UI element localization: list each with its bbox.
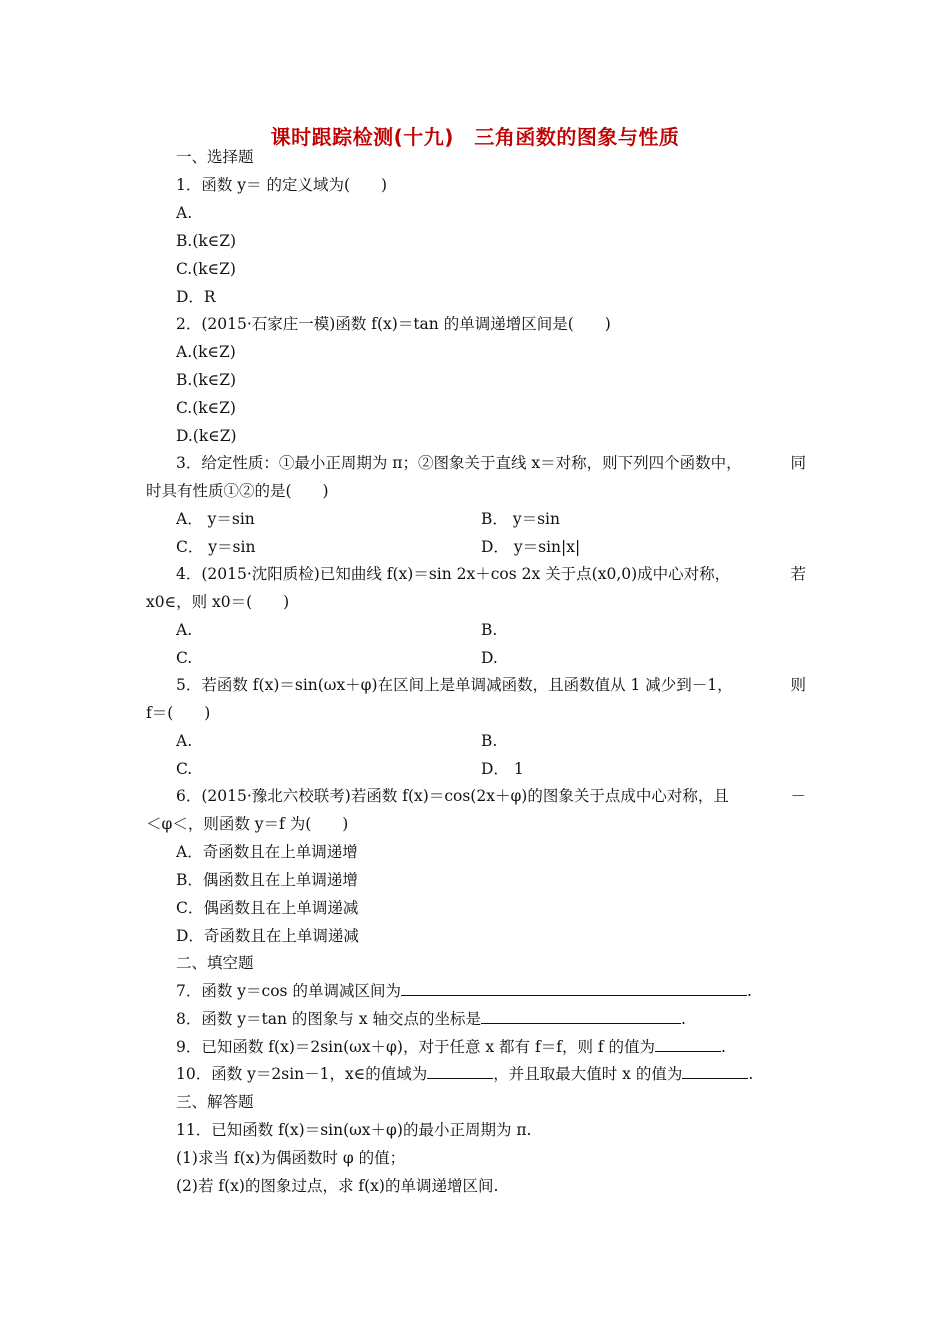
page-title: 课时跟踪检测(十九) 三角函数的图象与性质 xyxy=(270,125,680,149)
question-6-stem-text: 6．(2015·豫北六校联考)若函数 f(x)＝cos(2x＋φ)的图象关于点成中心对称，且 xyxy=(176,787,729,805)
question-6-option-b: B．偶函数且在上单调递增 xyxy=(176,871,358,889)
question-8-text: 8．函数 y＝tan 的图象与 x 轴交点的坐标是 xyxy=(176,1010,482,1028)
answer-blank xyxy=(427,1064,493,1079)
question-7-text: 7．函数 y＝cos 的单调减区间为 xyxy=(176,982,401,1000)
section-heading: 一、选择题 xyxy=(176,148,254,166)
question-1-option-a: A. xyxy=(176,204,193,222)
question-7-end: . xyxy=(746,982,752,1000)
question-3-option-d: D． y＝sin|x| xyxy=(481,538,581,556)
question-10-text: 10．函数 y＝2sin－1，x∈的值域为 xyxy=(176,1065,428,1083)
question-3-stem-line2: 时具有性质①②的是( ) xyxy=(146,482,329,500)
question-6-stem-end: － xyxy=(790,787,806,805)
section-heading: 二、填空题 xyxy=(176,954,254,972)
question-2-option-b: B.(k∈Z) xyxy=(176,371,237,389)
question-3-option-c: C． y＝sin xyxy=(176,538,256,556)
question-4-stem-end: 若 xyxy=(790,565,806,583)
question-4-option-b: B. xyxy=(481,621,498,639)
question-1-option-b: B.(k∈Z) xyxy=(176,232,237,250)
question-5-stem-end: 则 xyxy=(790,676,806,694)
question-6-stem-line2: ＜φ＜，则函数 y＝f 为( ) xyxy=(146,815,349,833)
section-heading: 三、解答题 xyxy=(176,1093,254,1111)
question-11-part-2: (2)若 f(x)的图象过点，求 f(x)的单调递增区间. xyxy=(176,1177,499,1195)
answer-blank xyxy=(682,1064,748,1079)
question-9-end: . xyxy=(721,1038,726,1056)
question-10-end: . xyxy=(748,1065,754,1083)
question-2-option-c: C.(k∈Z) xyxy=(176,399,236,417)
question-3-option-b: B． y＝sin xyxy=(481,510,560,528)
question-3-stem-line1 xyxy=(146,453,806,473)
question-1-option-d: D．R xyxy=(176,288,216,306)
question-5-stem-line2: f＝( ) xyxy=(146,704,211,722)
question-4-stem-text: 4．(2015·沈阳质检)已知曲线 f(x)＝sin 2x＋cos 2x 关于点(x0,0)成中心对称， xyxy=(176,565,731,583)
question-10-text-2: ，并且取最大值时 x 的值为 xyxy=(493,1065,683,1083)
question-5-option-b: B. xyxy=(481,732,498,750)
question-2-option-a: A.(k∈Z) xyxy=(176,343,236,361)
question-8 xyxy=(176,1009,686,1029)
question-1-option-c: C.(k∈Z) xyxy=(176,260,236,278)
question-10 xyxy=(176,1064,753,1084)
question-5-option-a: A. xyxy=(176,732,193,750)
question-4-option-a: A. xyxy=(176,621,193,639)
question-11-part-1: (1)求当 f(x)为偶函数时 φ 的值； xyxy=(176,1149,406,1167)
question-6-option-c: C．偶函数且在上单调递减 xyxy=(176,899,359,917)
question-5-option-c: C. xyxy=(176,760,193,778)
question-5-stem-text: 5．若函数 f(x)＝sin(ωx＋φ)在区间上是单调减函数，且函数值从 1 减少到－1， xyxy=(176,676,733,694)
answer-blank xyxy=(655,1037,721,1052)
question-6-option-a: A．奇函数且在上单调递增 xyxy=(176,843,358,861)
question-11-stem: 11．已知函数 f(x)＝sin(ωx＋φ)的最小正周期为 π. xyxy=(176,1121,532,1139)
question-2-option-d: D.(k∈Z) xyxy=(176,427,237,445)
answer-blank xyxy=(401,981,747,996)
question-3-option-a: A． y＝sin xyxy=(176,510,255,528)
question-5-stem-line1 xyxy=(146,675,806,695)
question-1-stem: 1．函数 y＝ 的定义域为( ) xyxy=(176,176,388,194)
question-6-stem-line1 xyxy=(146,786,806,806)
answer-blank xyxy=(481,1009,681,1024)
question-5-option-d: D． 1 xyxy=(481,760,524,778)
question-3-stem-text: 3．给定性质：①最小正周期为 π；②图象关于直线 x＝对称，则下列四个函数中， xyxy=(176,454,742,472)
question-4-stem-line2: x0∈，则 x0＝( ) xyxy=(146,593,290,611)
question-9-text: 9．已知函数 f(x)＝2sin(ωx＋φ)，对于任意 x 都有 f＝f，则 f 的值为 xyxy=(176,1038,656,1056)
question-6-option-d: D．奇函数且在上单调递减 xyxy=(176,927,359,945)
question-8-end: . xyxy=(681,1010,686,1028)
question-4-option-c: C. xyxy=(176,649,193,667)
question-2-stem: 2．(2015·石家庄一模)函数 f(x)＝tan 的单调递增区间是( ) xyxy=(176,315,611,333)
question-9 xyxy=(176,1037,726,1057)
question-3-stem-end: 同 xyxy=(790,454,806,472)
question-7 xyxy=(176,981,752,1001)
question-4-stem-line1 xyxy=(146,564,806,584)
question-4-option-d: D. xyxy=(481,649,498,667)
